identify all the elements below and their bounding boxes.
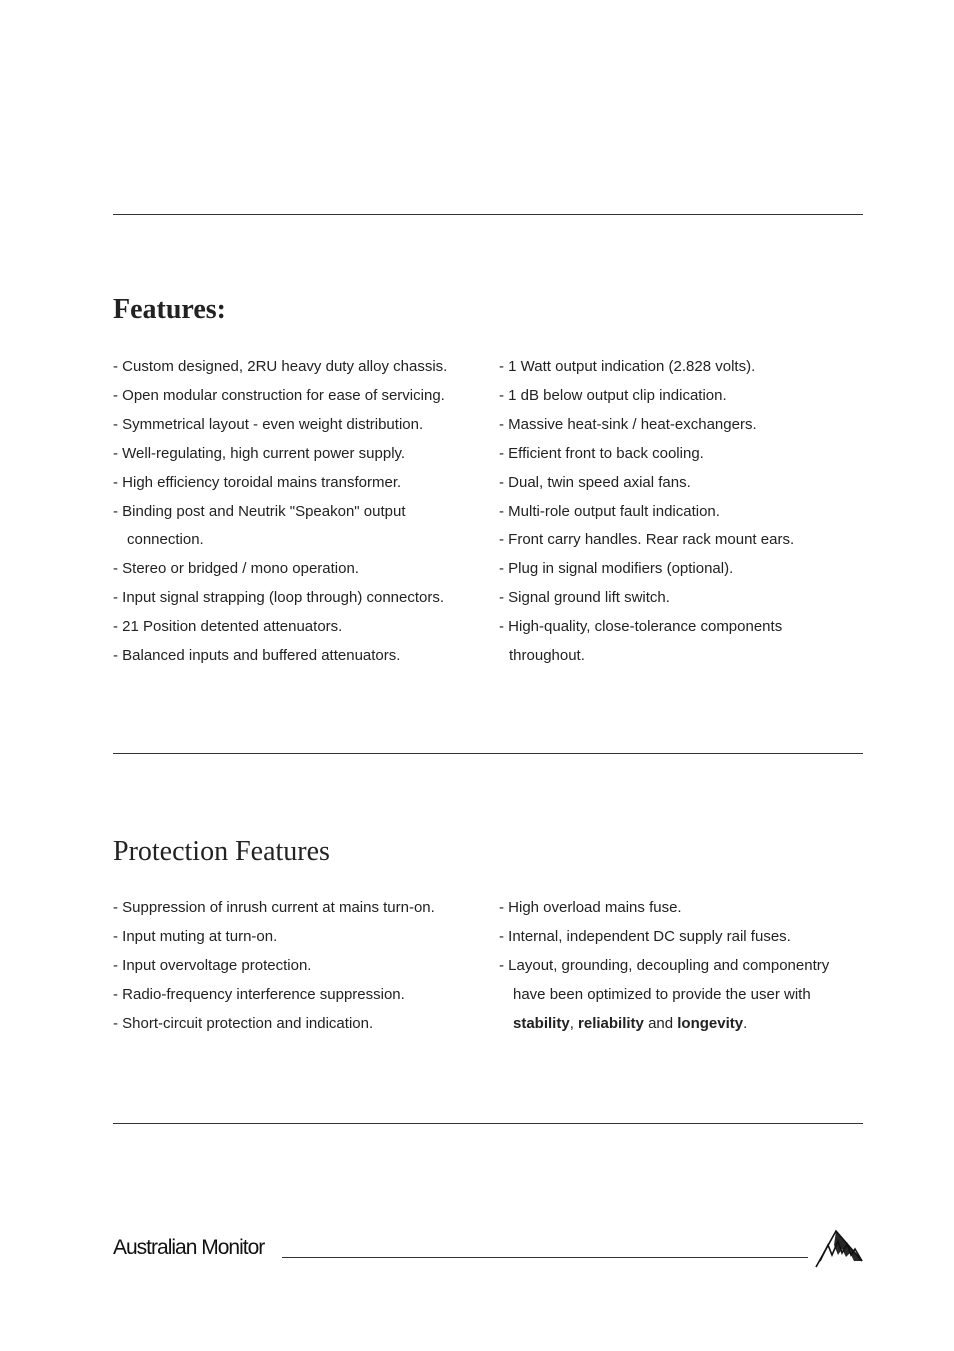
footer-rule xyxy=(282,1257,808,1258)
list-item: - Stereo or bridged / mono operation. xyxy=(113,560,359,578)
list-item: - 1 Watt output indication (2.828 volts). xyxy=(499,358,756,375)
list-item: - Balanced inputs and buffered attenuators. xyxy=(113,647,401,665)
list-item: - Multi-role output fault indication. xyxy=(499,502,720,520)
list-item: - Signal ground lift switch. xyxy=(499,589,670,607)
emph-longevity: longevity xyxy=(677,1014,744,1032)
list-item: - High-quality, close-tolerance components throughout. xyxy=(499,618,783,665)
features-heading: Features: xyxy=(113,294,226,325)
list-item: - Symmetrical layout - even weight distribution. xyxy=(113,415,424,433)
list-item: - Custom designed, 2RU heavy duty alloy chassis. xyxy=(113,358,448,375)
protection-list-left xyxy=(113,894,435,1039)
features-list-right xyxy=(499,353,794,671)
emph-stability: stability xyxy=(513,1014,570,1032)
middle-divider xyxy=(113,753,863,754)
list-item: - Binding post and Neutrik "Speakon" output connection. xyxy=(113,502,406,549)
list-item: - High efficiency toroidal mains transformer. xyxy=(113,473,402,491)
list-item: - Radio-frequency interference suppression. xyxy=(113,985,405,1003)
list-item: - Layout, grounding, decoupling and componentry xyxy=(499,956,830,974)
list-item: - Efficient front to back cooling. xyxy=(499,444,704,462)
list-item: - Massive heat-sink / heat-exchangers. xyxy=(499,415,757,433)
list-item: - Suppression of inrush current at mains turn-on. xyxy=(113,899,435,916)
list-item: - Plug in signal modifiers (optional). xyxy=(499,560,734,578)
list-item: - Well-regulating, high current power supply. xyxy=(113,444,406,462)
protection-list-right xyxy=(499,894,829,1039)
list-item: - Open modular construction for ease of servicing. xyxy=(113,386,445,404)
emph-reliability: reliability xyxy=(578,1014,644,1032)
list-item: - Front carry handles. Rear rack mount ears. xyxy=(499,531,795,549)
bottom-divider xyxy=(113,1123,863,1124)
australian-monitor-logo-icon xyxy=(814,1225,864,1269)
list-item: - Short-circuit protection and indication. xyxy=(113,1014,374,1032)
list-item: - 1 dB below output clip indication. xyxy=(499,386,727,404)
list-item: - Input signal strapping (loop through) connectors. xyxy=(113,589,445,607)
list-item: - Dual, twin speed axial fans. xyxy=(499,473,691,491)
list-item: - Internal, independent DC supply rail fuses. xyxy=(499,927,791,945)
features-list-left xyxy=(113,353,447,671)
list-item-continuation: have been optimized to provide the user with xyxy=(513,985,811,1003)
list-item: - 21 Position detented attenuators. xyxy=(113,618,343,636)
brand-wordmark: Australian Monitor xyxy=(113,1236,265,1259)
list-item: - Input muting at turn-on. xyxy=(113,927,278,945)
list-item: - High overload mains fuse. xyxy=(499,899,682,916)
list-item-continuation: stability, reliability and longevity. xyxy=(513,1014,748,1032)
protection-heading: Protection Features xyxy=(113,836,330,867)
top-divider xyxy=(113,214,863,215)
list-item: - Input overvoltage protection. xyxy=(113,956,312,974)
